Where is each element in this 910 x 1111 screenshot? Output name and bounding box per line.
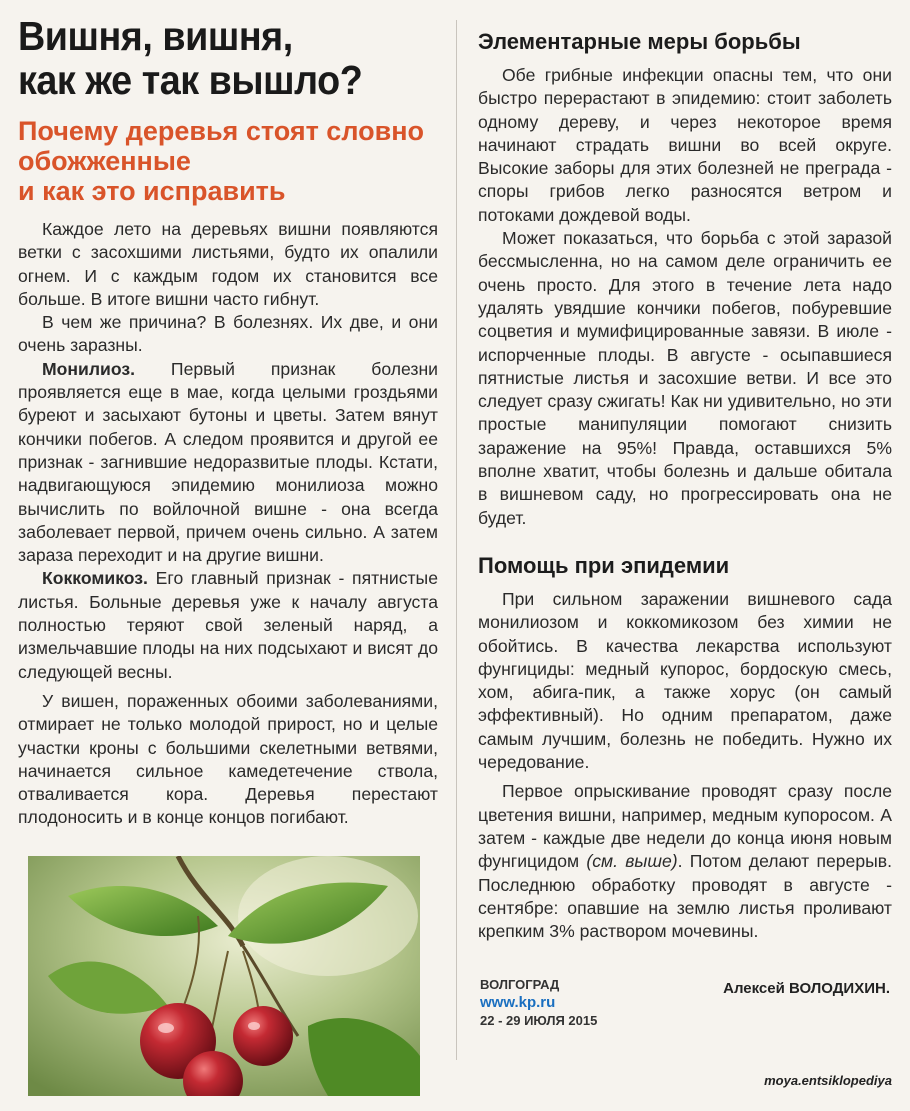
issue-date: 22 - 29 ИЮЛЯ 2015 [480,1013,598,1028]
headline-line-2: как же так вышло? [18,57,363,103]
city-label: ВОЛГОГРАД [480,977,560,992]
article-footer [480,976,892,1030]
right-column [478,28,892,943]
measures-paragraph-2: Может показаться, что борьба с этой заразой бессмысленна, но на самом деле ограничить ее очень просто. Для этого в течение лета надо удалять увядшие кончики побегов, побуревшие соцветия и мумифицированные завязи. В июле - испорченные плоды. В августе - осыпавшиеся пятнистые листья и засохшие ветви. И все это следует сразу сжигать! Как ни удивительно, но эти простые манипуляции помогают снизить заражение на 95%! Правда, оставшихся 5% вполне хватит, чтобы болезнь и дальше обитала в вишневом саду, но прогрессировать она не будет. [478,228,892,528]
subheadline [18,116,438,206]
left-column [18,14,438,830]
section-measures-body [478,64,892,530]
measures-paragraph-1: Обе грибные инфекции опасны тем, что они быстро перерастают в эпидемию: стоит заболеть одному дереву, и через некоторое время начинают страдать вишни во всей округе. Высокие заборы для этих болезней не преграда - споры грибов легко разносятся ветром и потоками дождевой воды. [478,65,892,225]
left-body [18,218,438,830]
intro-paragraph-2: В чем же причина? В болезнях. Их две, и они очень заразны. [18,312,438,356]
source-url[interactable]: www.kp.ru [480,994,556,1011]
moniliosis-paragraph [18,358,438,568]
headline [18,14,441,102]
section-title-epidemic: Помощь при эпидемии [478,552,730,578]
headline-line-1: Вишня, вишня, [18,13,293,59]
damage-paragraph: У вишен, пораженных обоими заболеваниями, отмирает не только молодой прирост, но и целые участки кроны с большими скелетными ветвями, начинается сильное камедетечение ствола, отваливается кора. Деревья перестают плодоносить и в конце концов погибают. [18,690,438,828]
cherry-illustration [28,856,420,1096]
epidemic-paragraph-2-part-1: Первое опрыскивание проводят сразу после цветения вишни, например, медным купоросом. А затем - каждые две недели до конца июня новым фунгицидом [478,781,892,872]
column-divider [456,20,457,1060]
cherry-2 [233,1006,293,1066]
see-above-note: (см. выше) [586,851,678,872]
subheadline-line-2: обожженные [18,146,191,176]
section-title-measures: Элементарные меры борьбы [478,29,801,54]
author-name: Алексей ВОЛОДИХИН. [723,980,890,997]
intro-paragraph-1: Каждое лето на деревьях вишни появляются ветки с засохшими листьями, будто их опалили огнем. И с каждым годом их становится все больше. В итоге вишни часто гибнут. [18,219,438,309]
epidemic-paragraph-2-part-2: . Потом делают перерыв. Последнюю обработку проводят в августе - сентябре: опавшие на землю листья проливают крепким 3% раствором мочевины. [478,851,892,942]
section-epidemic-body [478,588,892,943]
epidemic-paragraph-1: При сильном заражении вишневого сада монилиозом и коккомикозом без химии не обойтись. В качества лекарства используют фунгициды: медный купорос, бордоскую смесь, хом, абига-пик, а также хорус (он самый эффективный). Но одним препаратом, даже самым лучшим, болезнь не победить. Нужно их чередование. [478,588,892,773]
coccomycosis-label: Коккомикоз. [42,568,148,589]
coccomycosis-text: Его главный признак - пятнистые листья. Больные деревья уже к началу августа полностью теряют свой зеленый наряд, а измельчавшие плоды на них подсыхают и висят до следующей весны. [18,568,438,682]
epidemic-paragraph-2 [478,780,892,943]
coccomycosis-paragraph [18,567,438,683]
moniliosis-label: Монилиоз. [42,358,135,379]
subheadline-line-3: и как это исправить [18,176,286,206]
cherry-photo [28,856,420,1096]
subheadline-line-1: Почему деревья стоят словно [18,116,425,146]
moniliosis-text: Первый признак болезни проявляется еще в мае, когда целыми гроздьями буреют и засыхают бутоны и цветы. Затем вянут кончики побегов. А следом проявится и другой ее признак - загнившие недоразвитые плоды. Кстати, надвигающуюся эпидемию монилиоза можно вычислить по войлочной вишне - она всегда заболевает первой, причем очень сильно. А затем зараза переходит и на другие вишни. [18,358,438,566]
watermark: moya.entsiklopediya [764,1073,892,1088]
